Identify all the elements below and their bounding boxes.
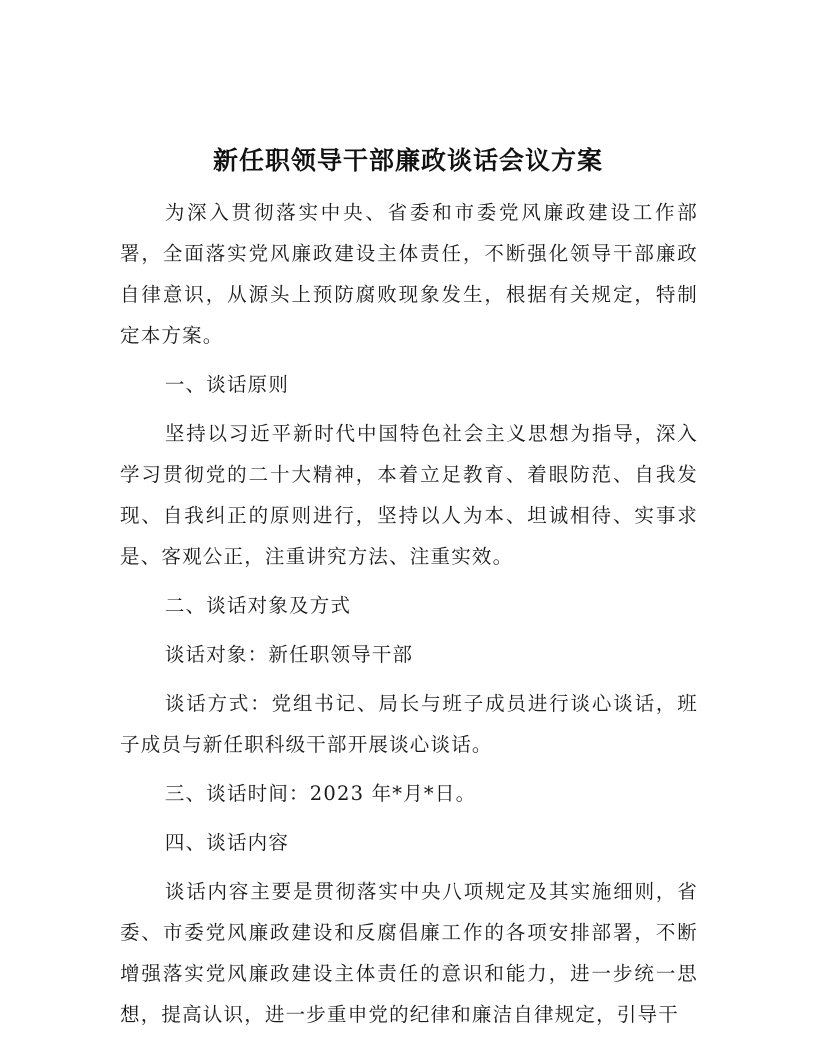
section-heading-targets: 二、谈话对象及方式 <box>164 594 352 617</box>
method-paragraph: 谈话方式：党组书记、局长与班子成员进行谈心谈话，班子成员与新任职科级干部开展谈心谈话。 <box>120 692 698 756</box>
principles-paragraph: 坚持以习近平新时代中国特色社会主义思想为指导，深入学习贯彻党的二十大精神，本着立足教育、着眼防范、自我发现、自我纠正的原则进行，坚持以人为本、坦诚相待、实事求是、客观公正，注重讲究方法、注重实效。 <box>120 422 698 568</box>
document-body <box>120 192 698 1043</box>
section-heading-content: 四、谈话内容 <box>164 831 290 854</box>
targets-paragraph: 谈话对象：新任职领导干部 <box>164 643 414 666</box>
document-title: 新任职领导干部廉政谈话会议方案 <box>212 146 603 175</box>
section-heading-principles: 一、谈话原则 <box>164 373 290 396</box>
section-heading-time: 三、谈话时间：2023 年*月*日。 <box>164 782 477 805</box>
content-paragraph: 谈话内容主要是贯彻落实中央八项规定及其实施细则，省委、市委党风廉政建设和反腐倡廉工作的各项安排部署，不断增强落实党风廉政建设主体责任的意识和能力，进一步统一思想，提高认识，进一步重申党的纪律和廉洁自律规定，引导干 <box>120 880 698 1026</box>
intro-paragraph: 为深入贯彻落实中央、省委和市委党风廉政建设工作部署，全面落实党风廉政建设主体责任，不断强化领导干部廉政自律意识，从源头上预防腐败现象发生，根据有关规定，特制定本方案。 <box>120 201 698 347</box>
